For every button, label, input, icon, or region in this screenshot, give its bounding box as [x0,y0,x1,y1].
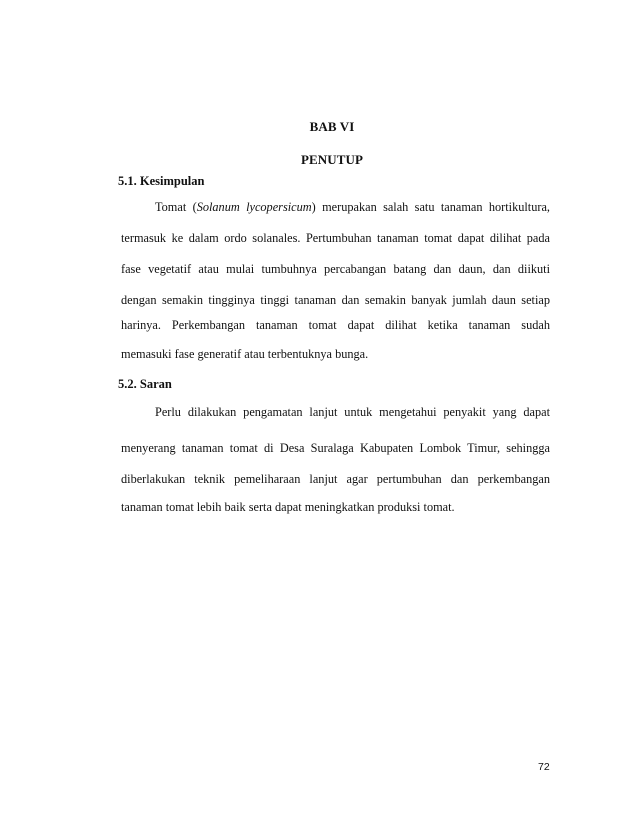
paragraph-line: Perlu dilakukan pengamatan lanjut untuk mengetahui penyakit yang dapat [155,405,550,419]
chapter-label: BAB VI [309,119,355,134]
paragraph-line: diberlakukan teknik pemeliharaan lanjut agar pertumbuhan dan perkembangan [121,472,550,486]
section-title-kesimpulan: 5.1. Kesimpulan [118,174,205,188]
scientific-name: Solanum lycopersicum [196,200,312,214]
paragraph-line: dengan semakin tingginya tinggi tanaman dan semakin banyak jumlah daun setiap [121,293,550,307]
page-number: 72 [538,761,550,773]
paragraph-line [155,200,550,215]
chapter-title: PENUTUP [300,152,364,167]
paragraph-line: memasuki fase generatif atau terbentuknya bunga. [121,347,369,361]
text-segment: Tomat ( [155,200,197,214]
paragraph-line: tanaman tomat lebih baik serta dapat meningkatkan produksi tomat. [121,500,455,514]
paragraph-line: harinya. Perkembangan tanaman tomat dapat dilihat ketika tanaman sudah [121,318,550,332]
paragraph-line: menyerang tanaman tomat di Desa Suralaga Kabupaten Lombok Timur, sehingga [121,441,550,455]
paragraph-line: fase vegetatif atau mulai tumbuhnya percabangan batang dan daun, dan diikuti [121,262,550,276]
paragraph-line: termasuk ke dalam ordo solanales. Pertumbuhan tanaman tomat dapat dilihat pada [121,231,550,245]
text-segment: ) merupakan salah satu tanaman hortikultura, [311,200,550,214]
section-title-saran: 5.2. Saran [118,377,172,391]
